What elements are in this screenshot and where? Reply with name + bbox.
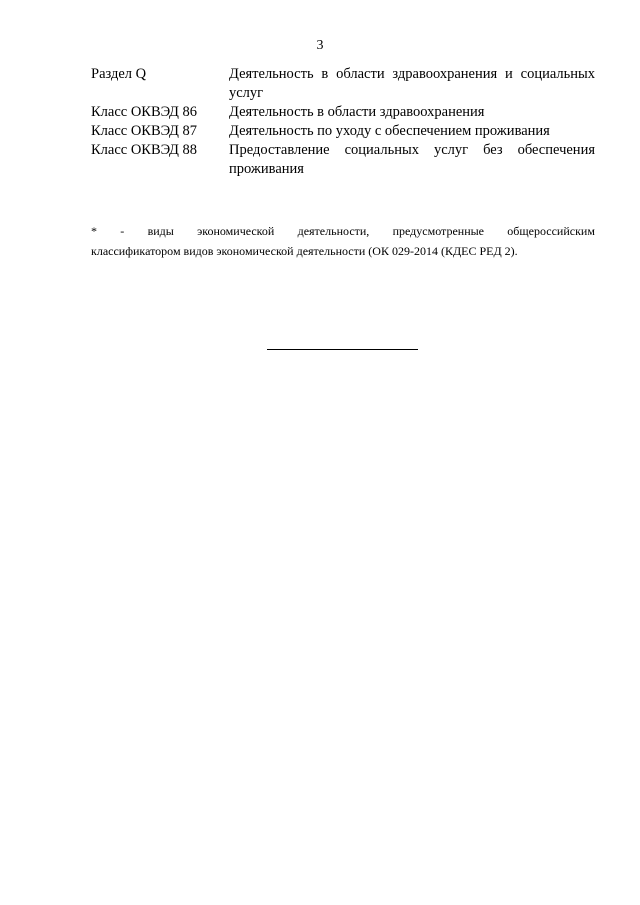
classification-description: Деятельность по уходу с обеспечением проживания <box>229 123 550 139</box>
classification-description: Деятельность в области здравоохранения и социальных услуг <box>229 66 595 101</box>
classification-row <box>91 103 595 122</box>
footnote-word: - <box>120 224 125 238</box>
footnote-word: экономической <box>197 224 275 238</box>
classification-row <box>91 141 595 179</box>
classification-code: Класс ОКВЭД 87 <box>91 123 198 139</box>
footnote-word: * <box>91 224 97 238</box>
footnote-line-2: классификатором видов экономической деятельности (ОК 029-2014 (КДЕС РЕД 2). <box>91 244 518 258</box>
footnote <box>91 221 595 261</box>
classification-list <box>91 65 595 179</box>
footnote-word: предусмотренные <box>392 224 484 238</box>
classification-code: Класс ОКВЭД 88 <box>91 142 198 158</box>
classification-code: Раздел Q <box>91 66 147 82</box>
classification-description: Предоставление социальных услуг без обеспечения проживания <box>229 142 595 177</box>
classification-row <box>91 122 595 141</box>
classification-code: Класс ОКВЭД 86 <box>91 104 198 120</box>
end-of-document-rule <box>267 349 418 350</box>
classification-row <box>91 65 595 103</box>
footnote-word: виды <box>147 224 174 238</box>
page-number: 3 <box>316 38 324 53</box>
footnote-word: деятельности, <box>297 224 370 238</box>
footnote-word: общероссийским <box>507 224 595 238</box>
classification-description: Деятельность в области здравоохранения <box>229 104 485 120</box>
footnote-line-1 <box>91 221 595 241</box>
